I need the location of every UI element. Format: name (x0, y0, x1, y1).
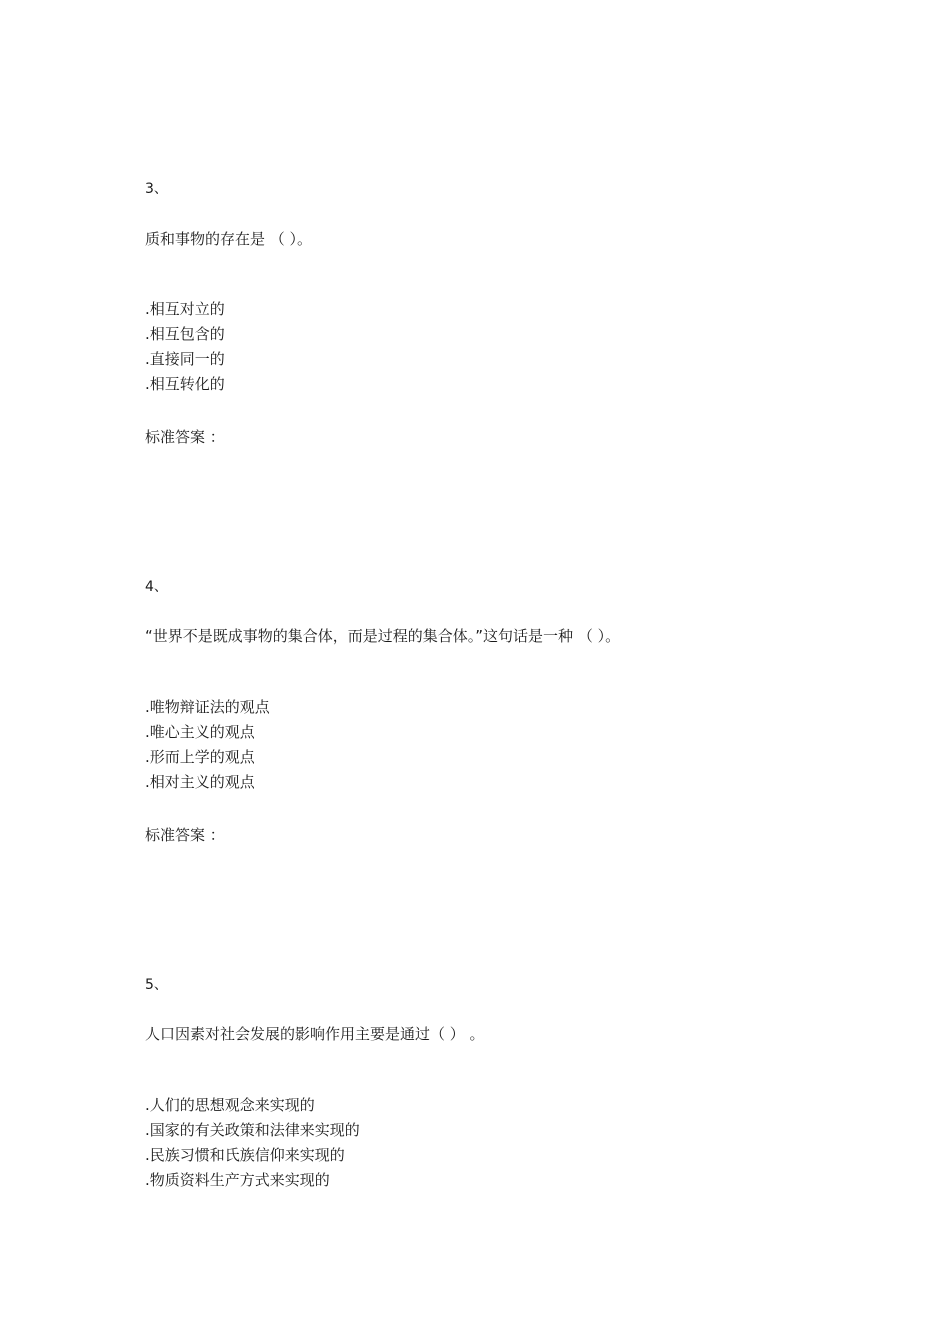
question-text: 人口因素对社会发展的影响作用主要是通过（ ） 。 (145, 1025, 485, 1043)
option-item: .唯物辩证法的观点 (145, 698, 270, 716)
question-number: 3、 (145, 181, 168, 197)
answer-label: 标准答案 ： (145, 826, 225, 844)
option-item: .相对主义的观点 (145, 773, 255, 791)
option-item: .相互转化的 (145, 375, 225, 393)
option-item: .国家的有关政策和法律来实现的 (145, 1121, 360, 1139)
option-item: .民族习惯和氏族信仰来实现的 (145, 1146, 345, 1164)
option-item: .相互包含的 (145, 325, 225, 343)
option-item: .物质资料生产方式来实现的 (145, 1171, 330, 1189)
question-number: 5、 (145, 977, 168, 993)
option-item: .直接同一的 (145, 350, 225, 368)
question-text: 质和事物的存在是 （ ）。 (145, 230, 313, 248)
option-list (145, 297, 225, 397)
option-item: .唯心主义的观点 (145, 723, 255, 741)
option-item: .人们的思想观念来实现的 (145, 1096, 315, 1114)
question-number: 4、 (145, 579, 168, 595)
option-item: .形而上学的观点 (145, 748, 255, 766)
question-text: “世界不是既成事物的集合体，而是过程的集合体。”这句话是一种 （ ）。 (145, 627, 621, 645)
option-list (145, 1093, 360, 1193)
answer-label: 标准答案 ： (145, 428, 225, 446)
option-item: .相互对立的 (145, 300, 225, 318)
option-list (145, 695, 270, 795)
